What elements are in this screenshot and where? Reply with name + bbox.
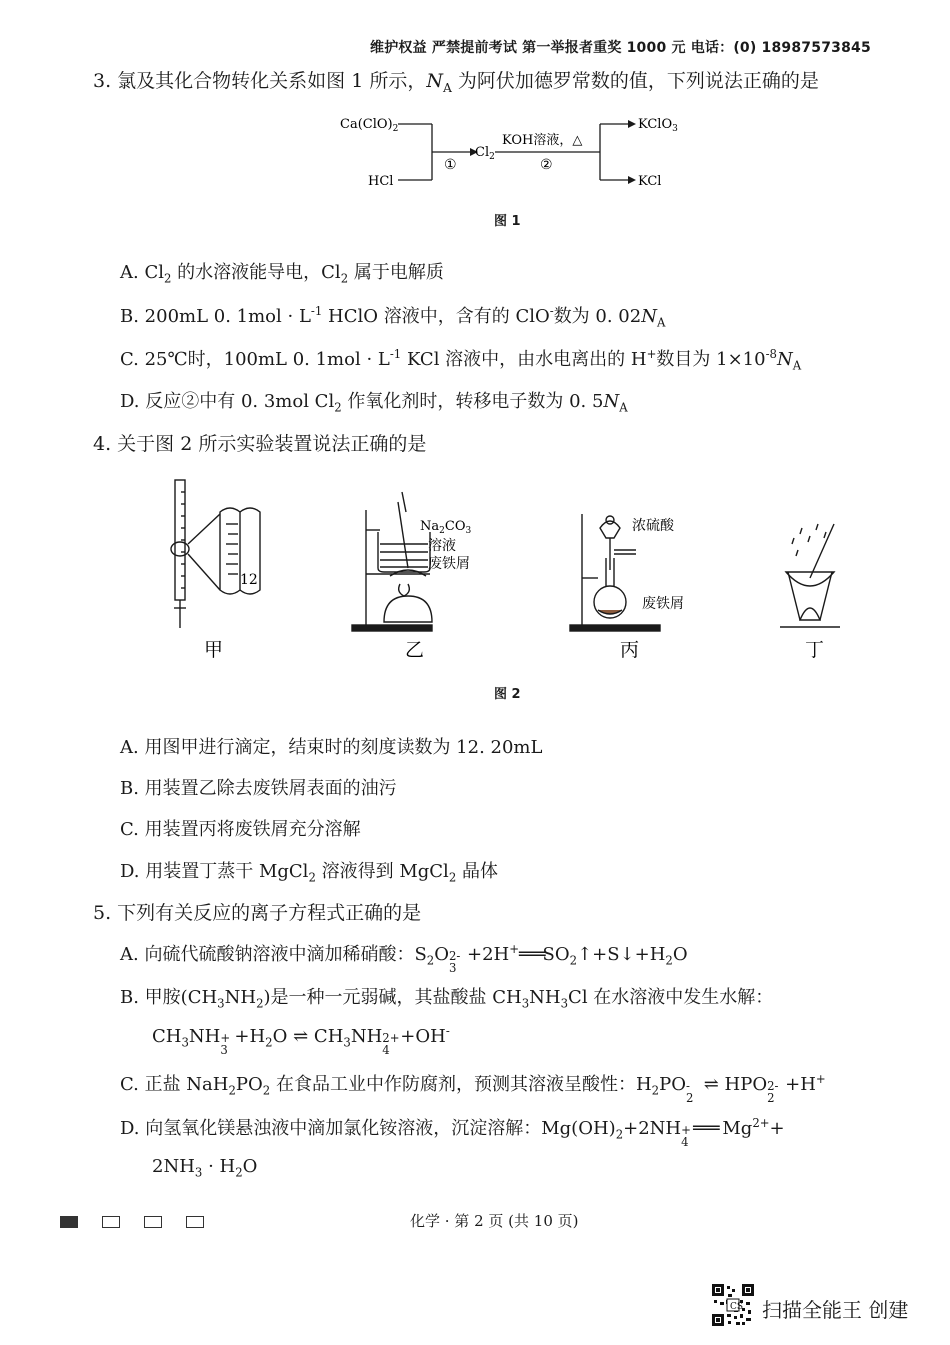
question-4-stem: 4. 关于图 2 所示实验装置说法正确的是 [93, 433, 427, 455]
figure-2-caption: 图 2 [494, 687, 521, 702]
step-1-label: ① [444, 157, 457, 173]
reactant-hcl: HCl [368, 174, 394, 189]
figure-1-caption: 图 1 [494, 214, 521, 229]
q4-option-a: A. 用图甲进行滴定，结束时的刻度读数为 12. 20mL [120, 737, 543, 758]
q3-option-d: D. 反应②中有 0. 3mol $Cl_2$ 作氧化剂时，转移电子数为 0. $5N_A$ [120, 391, 628, 415]
burette-apparatus [171, 480, 260, 628]
qr-code-icon [712, 1284, 754, 1326]
q4-option-b: B. 用装置乙除去废铁屑表面的油污 [120, 778, 397, 799]
q4-option-d: D. 用装置丁蒸干 MgCl$_2$ 溶液得到 MgCl$_2$ 晶体 [120, 861, 498, 885]
yi-label-na2co3: $Na_2CO_3$ [420, 519, 472, 536]
q5-option-d-line1: D. 向氢氧化镁悬浊液中滴加氯化铵溶液，沉淀溶解：$Mg(OH)_2+2NH$ + 4 ═══ $Mg^{2+}+$ [120, 1116, 785, 1149]
page-header: 维护权益 严禁提前考试 第一举报者重奖 1000 元 电话：(0) 18987573845 [370, 40, 871, 56]
label-yi: 乙 [405, 639, 425, 661]
page-footer: 化学 · 第 2 页 (共 10 页) [410, 1212, 579, 1230]
svg-text:CS: CS [730, 1302, 744, 1312]
label-jia: 甲 [204, 639, 224, 661]
q3-option-a: A. $Cl_2$ 的水溶液能导电，$Cl_2$ 属于电解质 [120, 262, 444, 286]
figure-2-apparatus [140, 472, 860, 661]
intermediate-cl2: $Cl_2$ [475, 145, 495, 162]
q5-option-a: A. 向硫代硫酸钠溶液中滴加稀硝酸：$S_2O$ 2- 3 $+2H^+═══SO_2↑+S↓+H_2O$ [120, 942, 688, 975]
q4-option-c: C. 用装置丙将废铁屑充分溶解 [120, 819, 361, 840]
question-5-stem: 5. 下列有关反应的离子方程式正确的是 [93, 902, 422, 924]
yi-label-solution: 溶液 [428, 538, 456, 554]
page-marker-empty [186, 1216, 204, 1228]
product-kclo3: KClO$_3$ [638, 117, 678, 134]
label-ding: 丁 [805, 639, 825, 661]
evaporating-dish-apparatus [780, 524, 840, 627]
bing-label-scrap-iron: 废铁屑 [642, 596, 684, 612]
step-2-label: ② [540, 157, 553, 173]
figure-1-reaction-diagram [320, 108, 700, 198]
bing-label-conc-sulfuric-acid: 浓硫酸 [632, 518, 674, 534]
burette-reading-label: 12 [240, 572, 258, 588]
q5-option-b-line1: B. 甲胺$(CH_3NH_2)$是一种一元弱碱，其盐酸盐 $CH_3NH_3Cl$ 在水溶液中发生水解： [120, 987, 774, 1011]
scanner-credit: 扫描全能王 创建 [762, 1298, 909, 1322]
beaker-heating-apparatus [352, 492, 432, 631]
yi-label-scrap-iron: 废铁屑 [428, 556, 470, 572]
q3-option-b: B. 200mL 0. $1mol \cdot L^{-1}$ HClO 溶液中，含有的 ClO-数为 0. $02N_A$ [120, 304, 666, 330]
reactant-ca-clo2: $Ca(ClO)_2$ [340, 117, 399, 134]
reaction-condition: KOH溶液，△ [502, 133, 583, 148]
q5-option-c: C. 正盐 $NaH_2PO_2$ 在食品工业中作防腐剂，预测其溶液呈酸性：$H_2PO$ - 2 ⇌ HPO 2- 2 +H+ [120, 1072, 826, 1105]
page-marker-empty [144, 1216, 162, 1228]
q5-option-b-line2: $CH_3NH$ + 3 $+H_2O$ ⇌ $CH_3NH$ 2+ 4 +OH- [152, 1024, 450, 1057]
q5-option-d-line2: $2NH_3 \cdot H_2O$ [152, 1156, 258, 1180]
label-bing: 丙 [620, 639, 640, 661]
product-kcl: KCl [638, 174, 662, 189]
page-marker-filled [60, 1216, 78, 1228]
page-marker-empty [102, 1216, 120, 1228]
question-3-stem: 3. 氯及其化合物转化关系如图 1 所示，$N_A$ 为阿伏加德罗常数的值，下列说法正确的是 [93, 70, 819, 95]
q3-option-c: C. 25℃时，100mL 0. $1mol \cdot L^{-1}$ KCl 溶液中，由水电离出的 H+数目为 $1\times 10^{-8}N_A$ [120, 347, 802, 373]
